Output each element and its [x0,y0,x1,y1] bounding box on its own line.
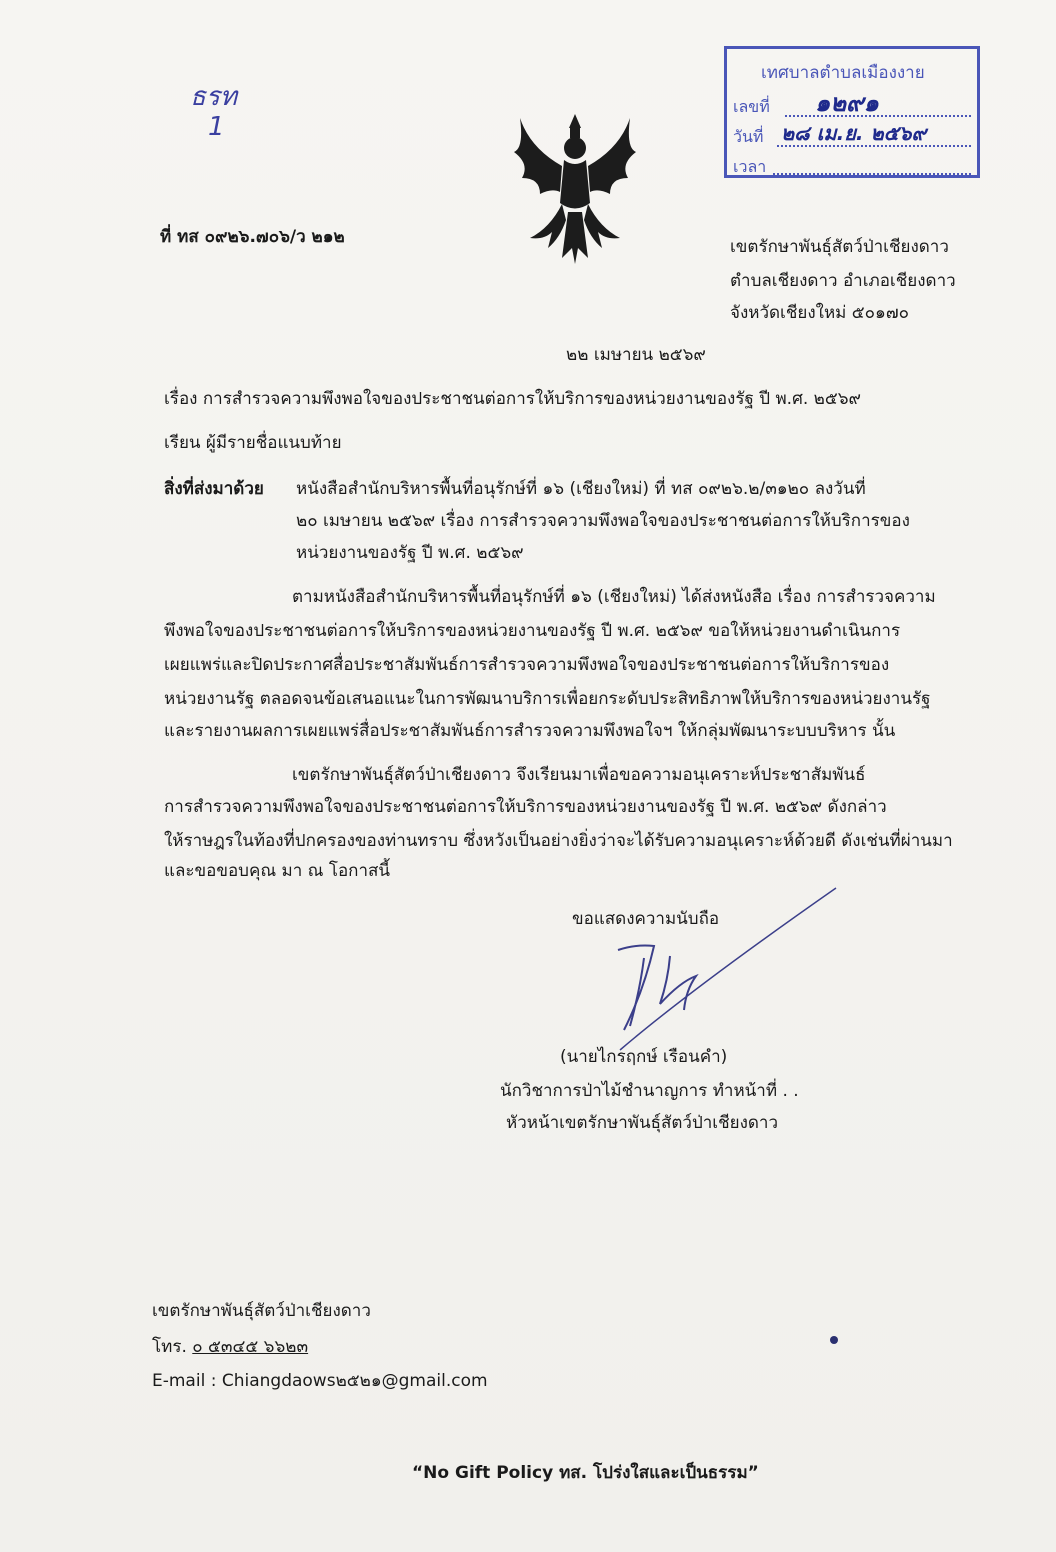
paragraph2-line: ให้ราษฎรในท้องที่ปกครองของท่านทราบ ซึ่งหวังเป็นอย่างยิ่งว่าจะได้รับความอนุเคราะห์ด้วยดี ดังเช่นที่ผ่านมา [164,831,953,851]
signatory-title: หัวหน้าเขตรักษาพันธุ์สัตว์ป่าเชียงดาว [506,1113,779,1133]
tel-label: โทร. [152,1337,187,1357]
addressee: เรียน ผู้มีรายชื่อแนบท้าย [164,433,342,453]
email-label: E-mail : [152,1371,217,1391]
enclosure-line: หน่วยงานของรัฐ ปี พ.ศ. ๒๕๖๙ [296,543,524,563]
stamp-no-value: ๑๒๙๑ [815,89,879,117]
stamp-no-label: เลขที่ [733,97,770,116]
signature [600,880,840,1060]
paragraph2-line: และขอขอบคุณ มา ณ โอกาสนี้ [164,861,391,881]
stamp-date-value: ๒๘ เม.ย. ๒๕๖๙ [781,121,927,145]
handwritten-note-number: 1 [208,112,225,142]
paragraph1-line: หน่วยงานรัฐ ตลอดจนข้อเสนอแนะในการพัฒนาบริการเพื่อยกระดับประสิทธิภาพให้บริการของหน่วยงานรัฐ [164,689,931,709]
paragraph2-line: เขตรักษาพันธุ์สัตว์ป่าเชียงดาว จึงเรียนมาเพื่อขอความอนุเคราะห์ประชาสัมพันธ์ [292,765,866,785]
sender-district: ตำบลเชียงดาว อำเภอเชียงดาว [730,271,956,291]
email-value: Chiangdaows๒๕๒๑@gmail.com [221,1371,488,1391]
receipt-stamp [724,46,980,178]
policy-slogan: “No Gift Policy ทส. โปร่งใสและเป็นธรรม” [412,1463,759,1483]
closing: ขอแสดงความนับถือ [572,909,720,929]
paragraph2-line: การสำรวจความพึงพอใจของประชาชนต่อการให้บริการของหน่วยงานของรัฐ ปี พ.ศ. ๒๕๖๙ ดังกล่าว [164,797,887,817]
paragraph1-line: ตามหนังสือสำนักบริหารพื้นที่อนุรักษ์ที่ ๑๖ (เชียงใหม่) ได้ส่งหนังสือ เรื่อง การสำรวจความ [292,587,936,607]
paragraph1-line: พึงพอใจของประชาชนต่อการให้บริการของหน่วยงานของรัฐ ปี พ.ศ. ๒๕๖๙ ขอให้หน่วยงานดำเนินการ [164,621,901,641]
handwritten-note: ธรท [190,82,237,112]
reference-number: ที่ ทส ๐๙๒๖.๗๐๖/ว ๒๑๒ [160,227,345,247]
tel-value: ๐ ๕๓๔๕ ๖๖๒๓ [192,1337,309,1357]
sender-org: เขตรักษาพันธุ์สัตว์ป่าเชียงดาว [730,237,949,257]
signatory-name: (นายไกรฤกษ์ เรือนคำ) [560,1047,728,1067]
letter-date: ๒๒ เมษายน ๒๕๖๙ [566,345,706,365]
footer-org: เขตรักษาพันธุ์สัตว์ป่าเชียงดาว [152,1301,371,1321]
stamp-title: เทศบาลตำบลเมืองงาย [761,63,925,83]
subject: เรื่อง การสำรวจความพึงพอใจของประชาชนต่อการให้บริการของหน่วยงานของรัฐ ปี พ.ศ. ๒๕๖๙ [164,389,861,409]
garuda-emblem [500,108,650,268]
ink-dot [830,1336,838,1344]
stamp-time-label: เวลา [733,157,767,176]
enclosure-line: หนังสือสำนักบริหารพื้นที่อนุรักษ์ที่ ๑๖ (เชียงใหม่) ที่ ทส ๐๙๒๖.๒/๓๑๒๐ ลงวันที่ [296,479,866,499]
paragraph1-line: เผยแพร่และปิดประกาศสื่อประชาสัมพันธ์การสำรวจความพึงพอใจของประชาชนต่อการให้บริการของ [164,655,890,675]
footer-email [152,1370,488,1392]
paragraph1-line: และรายงานผลการเผยแพร่สื่อประชาสัมพันธ์การสำรวจความพึงพอใจฯ ให้กลุ่มพัฒนาระบบบริหาร นั้น [164,721,896,741]
stamp-date-label: วันที่ [733,127,764,146]
sender-province: จังหวัดเชียงใหม่ ๕๐๑๗๐ [730,303,909,323]
enclosure-label: สิ่งที่ส่งมาด้วย [164,479,264,499]
signatory-position: นักวิชาการป่าไม้ชำนาญการ ทำหน้าที่ . . [500,1081,799,1101]
enclosure-line: ๒๐ เมษายน ๒๕๖๙ เรื่อง การสำรวจความพึงพอใจของประชาชนต่อการให้บริการของ [296,511,910,531]
footer-tel [152,1336,308,1358]
